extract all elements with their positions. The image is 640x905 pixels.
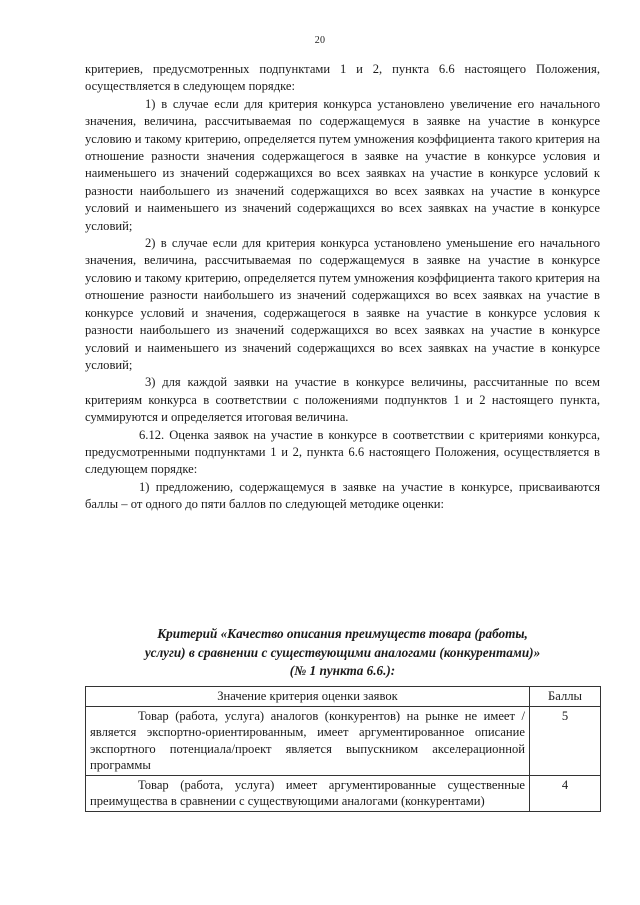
criterion-title	[90, 625, 595, 681]
paragraph-item-3: 3) для каждой заявки на участие в конкурсе величины, рассчитанные по всем критериям конкурса в соответствии с положениями подпунктов 1 и 2 настоящего пункта, суммируются и определяется итоговая величина.	[85, 375, 600, 425]
paragraph-continuation: критериев, предусмотренных подпунктами 1 и 2, пункта 6.6 настоящего Положения, осуществляется в следующем порядке:	[85, 62, 600, 94]
table-row	[86, 775, 601, 811]
row-description: Товар (работа, услуга) аналогов (конкурентов) на рынке не имеет /является экспортно-ориентированным, имеет аргументированное описание экспортного потенциала/проект является выпускником акселерационной программы	[86, 706, 530, 775]
row-score: 4	[530, 775, 601, 811]
criterion-title-line-2: услуги) в сравнении с существующими аналогами (конкурентами)»	[144, 644, 541, 660]
paragraph-section-6-12: 6.12. Оценка заявок на участие в конкурсе в соответствии с критериями конкурса, предусмотренными подпунктами 1 и 2, пункта 6.6 настоящего Положения, осуществляется в следующем порядке:	[85, 427, 600, 477]
paragraph-item-1: 1) в случае если для критерия конкурса установлено увеличение его начального значения, величина, рассчитываемая по содержащемуся в заявке на участие в конкурсе условию и такому критерию, определяется путем умножения коэффициента такого критерия на отношение разности значения содержащегося в заявке на участие в конкурсе условия и наименьшего из значений содержащихся во всех заявках на участие в конкурсе условий к разности наибольшего из значений содержащихся во всех заявках на участие в конкурсе условий и наименьшего из значений содержащихся во всех заявках на участие в конкурсе условий;	[85, 96, 600, 233]
page-number: 20	[314, 35, 326, 46]
row-score: 5	[530, 706, 601, 775]
table-header-row	[86, 687, 601, 707]
column-header-criterion: Значение критерия оценки заявок	[86, 687, 530, 707]
row-description: Товар (работа, услуга) имеет аргументированные существенные преимущества в сравнении с существующими аналогами (конкурентами)	[86, 775, 530, 811]
table-row	[86, 706, 601, 775]
paragraph-item-2: 2) в случае если для критерия конкурса установлено уменьшение его начального значения, величина, рассчитываемая по содержащемуся в заявке на участие в конкурсе условию и такому критерию, определяется путем умножения коэффициента такого критерия на отношение разности наибольшего из значений содержащихся во всех заявках на участие в конкурсе условий и значения, содержащегося в заявке на участие в конкурсе условия к разности наибольшего из значений содержащихся во всех заявках на участие в конкурсе условий и наименьшего из значений содержащихся во всех заявках на участие в конкурсе условий;	[85, 236, 600, 372]
column-header-score: Баллы	[530, 687, 601, 707]
criteria-table	[85, 686, 601, 812]
paragraph-subitem-1: 1) предложению, содержащемуся в заявке на участие в конкурсе, присваиваются баллы – от одного до пяти баллов по следующей методике оценки:	[85, 479, 600, 512]
body-text	[85, 61, 600, 514]
criterion-title-line-1: Критерий «Качество описания преимуществ товара (работы,	[157, 626, 528, 641]
criterion-title-line-3: (№ 1 пункта 6.6.):	[289, 663, 396, 678]
